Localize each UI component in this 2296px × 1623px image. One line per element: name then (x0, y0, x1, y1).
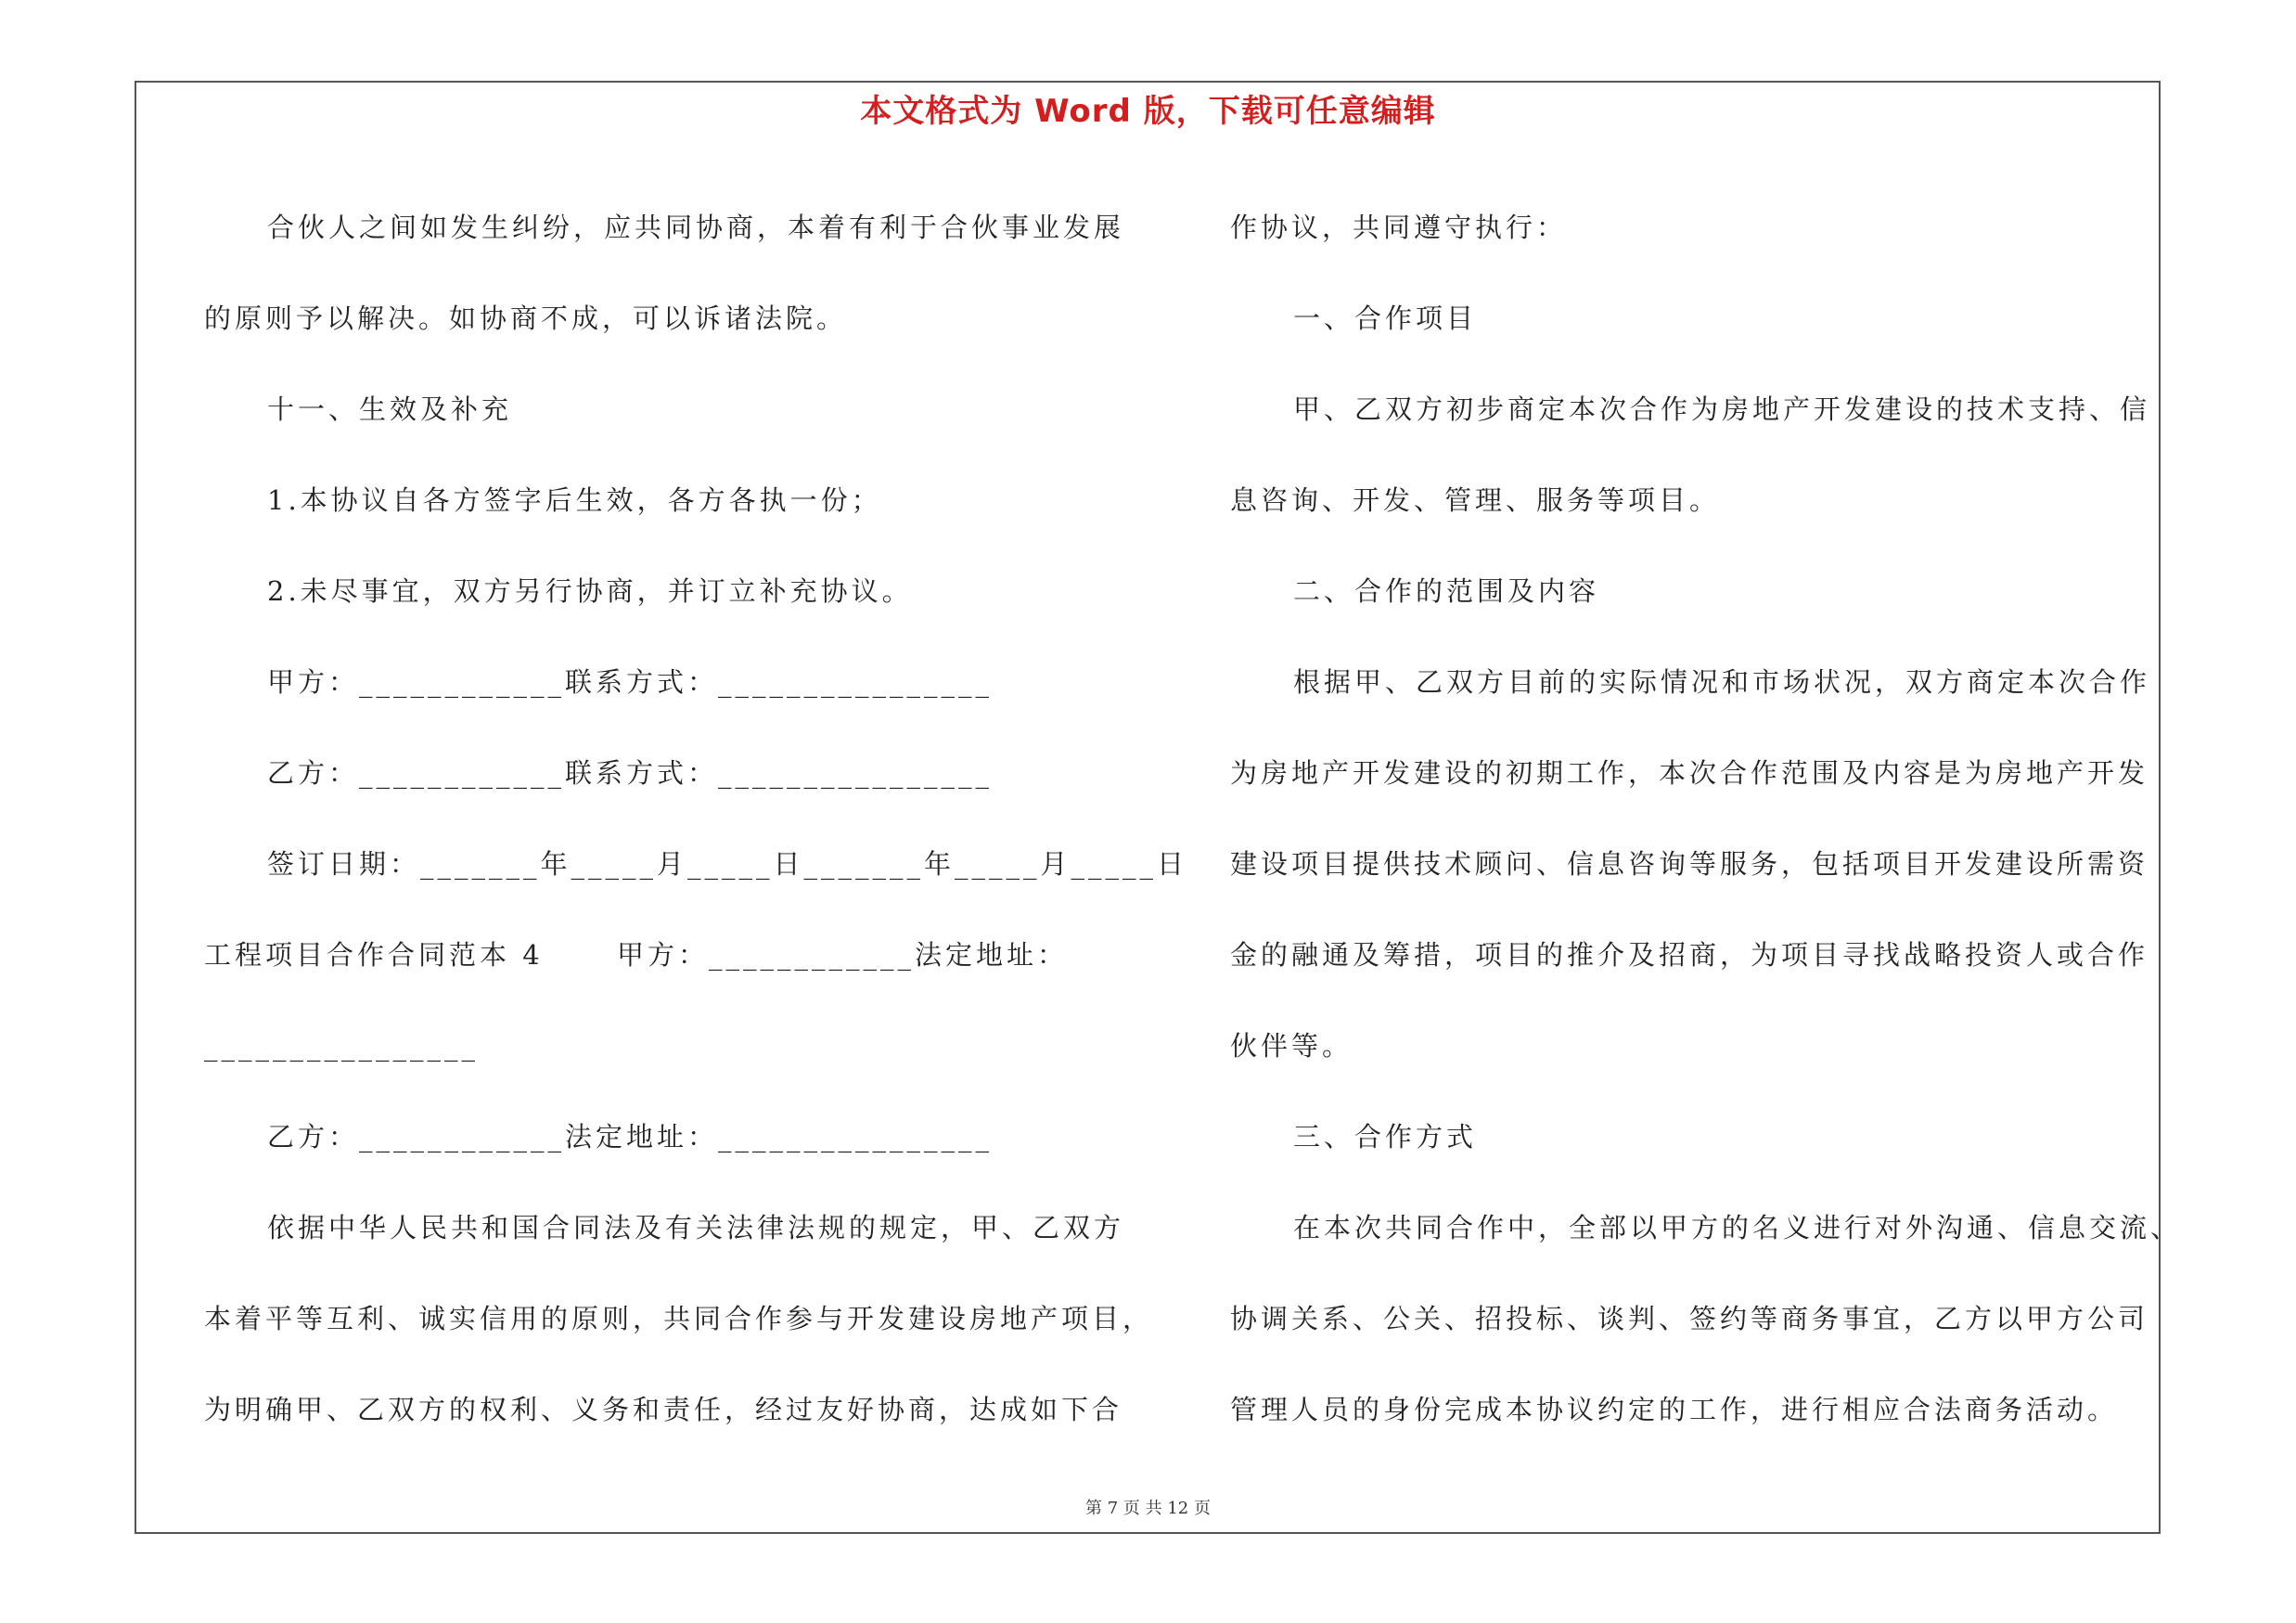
party-b-address-line: 乙方：____________法定地址：________________ (267, 1121, 994, 1153)
paragraph-line: 1.本协议自各方签字后生效，各方各执一份； (267, 484, 882, 516)
section-heading: 十一、生效及补充 (267, 393, 513, 425)
paragraph-line: 甲、乙双方初步商定本次合作为房地产开发建设的技术支持、信 (1293, 393, 2151, 425)
paragraph-line: 建设项目提供技术顾问、信息咨询等服务，包括项目开发建设所需资 (1230, 848, 2149, 880)
paragraph-line: 的原则予以解决。如协商不成，可以诉诸法院。 (204, 303, 848, 334)
paragraph-line: 伙伴等。 (1230, 1030, 1353, 1062)
section-heading: 二、合作的范围及内容 (1293, 575, 1600, 607)
paragraph-line: 根据甲、乙双方目前的实际情况和市场状况，双方商定本次合作 (1293, 666, 2151, 698)
header-banner: 本文格式为 Word 版，下载可任意编辑 (860, 93, 1436, 130)
page-number-footer: 第 7 页 共 12 页 (1085, 1499, 1211, 1518)
paragraph-line: 2.未尽事宜，双方另行协商，并订立补充协议。 (267, 575, 913, 607)
paragraph-line: 为明确甲、乙双方的权利、义务和责任，经过友好协商，达成如下合 (204, 1394, 1123, 1425)
party-b-signature-line: 乙方：____________联系方式：________________ (267, 757, 994, 789)
paragraph-line: 作协议，共同遵守执行： (1230, 212, 1568, 243)
signing-date-line: 签订日期：_______年_____月_____日_______年_____月_____日 (267, 848, 1188, 880)
document-title-line: 工程项目合作合同范本 4 甲方：____________法定地址： (204, 939, 1068, 971)
paragraph-line: 金的融通及筹措，项目的推介及招商，为项目寻找战略投资人或合作 (1230, 939, 2149, 971)
paragraph-line: 为房地产开发建设的初期工作，本次合作范围及内容是为房地产开发 (1230, 757, 2149, 789)
left-column (204, 182, 1188, 1455)
paragraph-line: 本着平等互利、诚实信用的原则，共同合作参与开发建设房地产项目， (204, 1303, 1154, 1334)
party-a-signature-line: 甲方：____________联系方式：________________ (267, 666, 994, 698)
section-heading: 一、合作项目 (1293, 303, 1478, 334)
section-heading: 三、合作方式 (1293, 1121, 1478, 1153)
paragraph-line: 息咨询、开发、管理、服务等项目。 (1230, 484, 1721, 516)
paragraph-line: 管理人员的身份完成本协议约定的工作，进行相应合法商务活动。 (1230, 1394, 2119, 1425)
paragraph-line: 合伙人之间如发生纠纷，应共同协商，本着有利于合伙事业发展 (267, 212, 1125, 243)
paragraph-line: 依据中华人民共和国合同法及有关法律法规的规定，甲、乙双方 (267, 1212, 1125, 1243)
paragraph-line: 在本次共同合作中，全部以甲方的名义进行对外沟通、信息交流、 (1293, 1212, 2182, 1243)
right-column (1230, 182, 2182, 1455)
blank-fill-line: ________________ (204, 1030, 479, 1062)
paragraph-line: 协调关系、公关、招投标、谈判、签约等商务事宜，乙方以甲方公司 (1230, 1303, 2149, 1334)
